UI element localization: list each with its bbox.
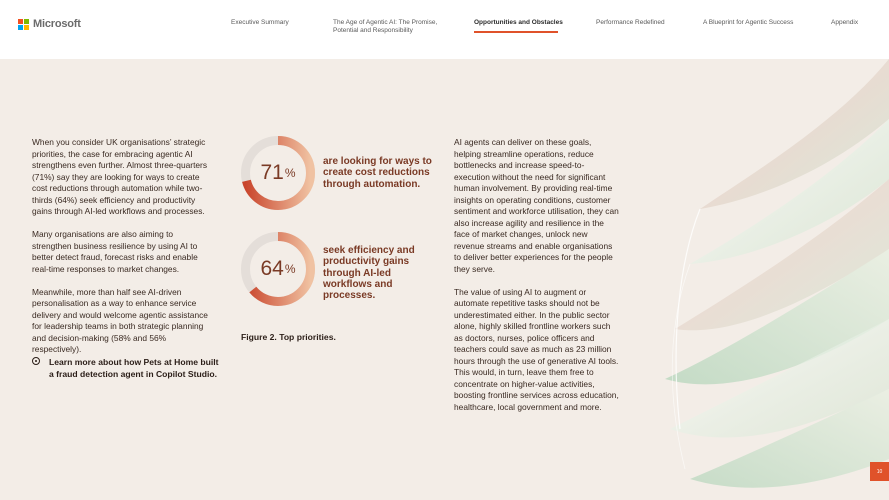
learn-more-link[interactable] [32,356,222,380]
stat-label-2: seek efficiency and productivity gains through AI-led workflows and processes. [323,245,415,302]
microsoft-logo[interactable] [18,18,81,30]
logo-square-yellow [24,25,29,30]
nav-appendix[interactable]: Appendix [831,19,859,26]
stat-number-2: 64 [260,257,284,280]
logo-square-green [24,19,29,24]
left-paragraph-1: When you consider UK organisations’ strategic priorities, the case for embracing agentic AI strengthens even further. Almost three-quarters (71%) say they are looking for ways to create cost reductions through automation while two-thirds (64%) seek efficiency and productivity gains through AI-led workflows and processes. [32,137,208,216]
windows-logo-icon [18,19,29,30]
nav-age-of-agentic-ai-line1: The Age of Agentic AI: The Promise, [333,19,438,26]
stat-number-1: 71 [260,161,284,184]
active-tab-indicator [474,31,558,33]
left-paragraph-2: Many organisations are also aiming to strengthen business resilience by using AI to better detect fraud, forecast risks and enable real-time responses to market changes. [32,229,198,274]
stat-unit-1: % [284,166,296,180]
decorative-glass-ribbon-image [640,59,889,500]
nav-age-of-agentic-ai[interactable] [333,19,443,35]
left-text-column [32,137,212,367]
donut-chart-efficiency-gains [240,231,316,307]
stat-value-2 [240,231,316,307]
nav-opportunities-and-obstacles[interactable]: Opportunities and Obstacles [474,19,563,26]
nav-age-of-agentic-ai-line2: Potential and Responsibility [333,27,413,34]
right-text-column [454,137,620,425]
learn-more-link-text[interactable]: Learn more about how Pets at Home built a fraud detection agent in Copilot Studio. [49,357,219,379]
nav-executive-summary[interactable]: Executive Summary [231,19,289,26]
logo-square-red [18,19,23,24]
nav-performance-redefined[interactable]: Performance Redefined [596,19,665,26]
page-number-badge[interactable]: 10 [870,462,889,481]
nav-blueprint-for-agentic-success[interactable]: A Blueprint for Agentic Success [703,19,794,26]
top-navigation-bar [0,0,889,59]
stat-value-1 [240,135,316,211]
donut-chart-cost-reductions [240,135,316,211]
right-paragraph-2: The value of using AI to augment or automate repetitive tasks should not be underestimated either. In the public sector alone, highly skilled frontline workers such as doctors, nurses, police officers and teachers could save as much as 23 million hours through the use of generative AI tools. This would, in turn, leave them free to concentrate on higher-value activities, boosting frontline services across education, healthcare, local government and more. [454,286,619,412]
right-paragraph-1: AI agents can deliver on these goals, helping streamline operations, reduce bottlenecks and increase speed-to-execution without the need for significant human involvement. By providing real-time insights on operating conditions, customer sentiment and workforce utilisation, they can also increase agility and resilience in the face of market changes, unlock new revenue streams and enable organisations to deliver better experiences for the people they serve. [454,137,619,274]
target-circle-icon [32,357,40,365]
brand-name: Microsoft [33,18,81,30]
stat-label-1: are looking for ways to create cost reductions through automation. [323,156,432,190]
stat-unit-2: % [284,262,296,276]
figure-caption: Figure 2. Top priorities. [241,332,336,342]
logo-square-blue [18,25,23,30]
left-paragraph-3: Meanwhile, more than half see AI-driven personalisation as a way to enhance service delivery and would welcome agentic assistance for leadership teams in both strategic planning and decision-making (58% and 56% respectively). [32,286,208,354]
